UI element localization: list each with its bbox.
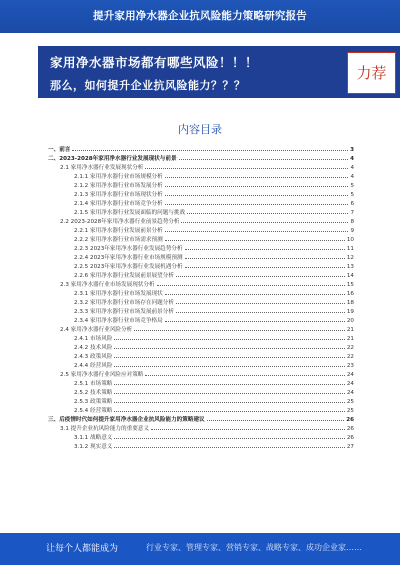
toc-leader-dots	[185, 267, 345, 268]
footer-slogan: 让每个人都能成为	[46, 544, 119, 554]
toc-entry[interactable]	[48, 405, 354, 414]
toc-entry-page: 6	[350, 201, 354, 207]
toc-entry[interactable]	[48, 252, 354, 261]
toc-entry-title: 2.2.1 家用净水器行业发展前景分析	[74, 228, 163, 234]
toc-entry-title: 2.3.3 家用净水器行业市场发展前景分析	[74, 309, 174, 315]
toc-entry-title: 2.1.5 家用净水器行业发展面临的问题与挑战	[74, 210, 186, 216]
toc-leader-dots	[176, 312, 345, 313]
toc-entry-page: 21	[346, 336, 354, 342]
toc-entry[interactable]	[48, 153, 354, 162]
toc-entry-page: 10	[346, 237, 354, 243]
toc-entry-title: 2.5 家用净水器行业风险应对策略	[60, 372, 144, 378]
banner-headline: 家用净水器市场都有哪些风险！！！	[50, 55, 259, 70]
toc-title: 内容目录	[178, 123, 222, 136]
toc-entry-title: 2.4.4 经营风险	[74, 363, 113, 369]
toc-entry-title: 2.4 家用净水器行业风险分析	[60, 327, 133, 333]
toc-leader-dots	[185, 249, 345, 250]
toc-entry[interactable]	[48, 423, 354, 432]
toc-leader-dots	[114, 384, 344, 385]
toc-entry-page: 14	[346, 273, 354, 279]
toc-entry-page: 24	[346, 372, 354, 378]
toc-entry-page: 4	[350, 156, 354, 162]
toc-entry[interactable]	[48, 171, 354, 180]
toc-entry-title: 2.1.1 家用净水器行业市场规模分析	[74, 174, 163, 180]
toc-entry-title: 三、后疫情时代如何提升家用净水器企业抗风险能力的策略建议	[48, 417, 205, 423]
toc-entry-title: 2.3.4 家用净水器行业市场竞争格局	[74, 318, 163, 324]
toc-entry-title: 3.1 提升企业抗风险能力的重要意义	[60, 426, 149, 432]
toc-leader-dots	[165, 294, 345, 295]
toc-entry[interactable]	[48, 324, 354, 333]
footer-bar	[0, 533, 400, 565]
toc-leader-dots	[207, 420, 345, 421]
toc-entry-title: 2.2.2 家用净水器行业市场需求预测	[74, 237, 163, 243]
toc-entry-page: 21	[346, 327, 354, 333]
toc-entry[interactable]	[48, 414, 354, 423]
toc-leader-dots	[134, 330, 345, 331]
promo-banner	[38, 46, 400, 98]
toc-entry-title: 2.1.2 家用净水器行业市场发展分析	[74, 183, 163, 189]
toc-entry-page: 7	[350, 210, 354, 216]
toc-entry-title: 2.2.6 家用净水器行业发展前景展望分析	[74, 273, 174, 279]
toc-entry[interactable]	[48, 441, 354, 450]
toc-entry-page: 5	[350, 183, 354, 189]
toc-leader-dots	[165, 177, 349, 178]
toc-leader-dots	[165, 231, 349, 232]
toc-entry[interactable]	[48, 198, 354, 207]
toc-entry[interactable]	[48, 369, 354, 378]
toc-entry-title: 2.5.4 经营策略	[74, 408, 113, 414]
toc-entry[interactable]	[48, 306, 354, 315]
toc-leader-dots	[145, 168, 348, 169]
toc-entry[interactable]	[48, 297, 354, 306]
toc-entry[interactable]	[48, 243, 354, 252]
footer-roles: 行业专家、管理专家、营销专家、战略专家、成功企业家……	[146, 543, 362, 552]
toc-entry[interactable]	[48, 270, 354, 279]
toc-leader-dots	[157, 285, 345, 286]
toc-entry-title: 2.5.2 技术策略	[74, 390, 113, 396]
toc-entry-page: 25	[346, 408, 354, 414]
toc-entry-page: 12	[346, 255, 354, 261]
toc-entry-page: 18	[346, 300, 354, 306]
toc-entry-title: 2.2.4 2023年家用净水器行业市场规模预测	[74, 255, 183, 261]
toc-entry-title: 一、前言	[48, 147, 71, 153]
toc-entry-page: 8	[350, 219, 354, 225]
toc-entry-title: 2.2 2023-2028年家用净水器行业前景趋势分析	[60, 219, 180, 225]
toc-entry-page: 24	[346, 390, 354, 396]
toc-entry-page: 5	[350, 192, 354, 198]
toc-entry-page: 24	[346, 381, 354, 387]
toc-entry[interactable]	[48, 261, 354, 270]
toc-entry[interactable]	[48, 351, 354, 360]
toc-leader-dots	[114, 357, 344, 358]
toc-entry-title: 2.3.2 家用净水器行业市场存在问题分析	[74, 300, 174, 306]
toc-entry-page: 19	[346, 309, 354, 315]
toc-entry-page: 23	[346, 363, 354, 369]
toc-entry-title: 3.1.2 现实意义	[74, 444, 113, 450]
toc-leader-dots	[114, 411, 344, 412]
toc-entry-page: 26	[346, 426, 354, 432]
toc-entry-page: 9	[350, 228, 354, 234]
toc-leader-dots	[187, 213, 348, 214]
toc-entry[interactable]	[48, 225, 354, 234]
toc-entry-title: 2.1.3 家用净水器行业市场现状分析	[74, 192, 163, 198]
toc-entry-title: 二、2023-2028年家用净水器行业发展现状与前景	[48, 156, 177, 162]
toc-leader-dots	[165, 204, 349, 205]
toc-leader-dots	[165, 321, 345, 322]
toc-leader-dots	[165, 186, 349, 187]
toc-entry-title: 2.5.3 政策策略	[74, 399, 113, 405]
toc-entry-title: 2.3.1 家用净水器行业市场发展现状	[74, 291, 163, 297]
toc-leader-dots	[114, 366, 344, 367]
toc-entry-page: 22	[346, 354, 354, 360]
banner-subline: 那么，如何提升企业抗风险能力？？？	[50, 79, 246, 92]
toc-leader-dots	[114, 402, 344, 403]
toc-entry-title: 2.4.2 技术风险	[74, 345, 113, 351]
toc-entry[interactable]	[48, 144, 354, 153]
toc-entry-title: 3.1.1 战略意义	[74, 435, 113, 441]
toc-entry-title: 2.1 家用净水器行业发展现状分析	[60, 165, 144, 171]
toc-leader-dots	[114, 438, 344, 439]
toc-entry-title: 2.2.3 2023年家用净水器行业发展趋势分析	[74, 246, 183, 252]
toc-entry-title: 2.2.5 2023年家用净水器行业发展机遇分析	[74, 264, 183, 270]
toc-leader-dots	[72, 150, 348, 151]
toc-leader-dots	[176, 303, 345, 304]
toc-entry[interactable]	[48, 207, 354, 216]
stamp-text: 力荐	[356, 64, 387, 82]
toc-entry-title: 2.4.1 市场风险	[74, 336, 113, 342]
toc-entry[interactable]	[48, 234, 354, 243]
toc-leader-dots	[165, 240, 345, 241]
toc-entry-page: 26	[346, 435, 354, 441]
toc-leader-dots	[165, 195, 349, 196]
toc-entry-title: 2.1.4 家用净水器行业市场竞争分析	[74, 201, 163, 207]
toc-leader-dots	[114, 348, 344, 349]
toc-entry[interactable]	[48, 189, 354, 198]
toc-entry[interactable]	[48, 360, 354, 369]
toc-leader-dots	[114, 339, 344, 340]
toc-leader-dots	[145, 375, 344, 376]
toc-leader-dots	[181, 222, 348, 223]
toc-entry-page: 20	[346, 318, 354, 324]
toc-entry-page: 26	[346, 417, 354, 423]
toc-leader-dots	[179, 159, 349, 160]
toc-entry-page: 27	[346, 444, 354, 450]
toc-leader-dots	[114, 447, 344, 448]
toc-entry[interactable]	[48, 279, 354, 288]
toc-entry-page: 4	[350, 174, 354, 180]
toc-entry[interactable]	[48, 216, 354, 225]
toc-entry[interactable]	[48, 396, 354, 405]
toc-entry[interactable]	[48, 333, 354, 342]
toc-entry[interactable]	[48, 315, 354, 324]
toc-entry-page: 22	[346, 345, 354, 351]
toc-entry[interactable]	[48, 378, 354, 387]
toc-entry-title: 2.5.1 市场策略	[74, 381, 113, 387]
toc-entry-title: 2.3 家用净水器行业市场发展现状分析	[60, 282, 155, 288]
table-of-contents	[48, 144, 354, 450]
toc-entry[interactable]	[48, 342, 354, 351]
toc-entry-page: 4	[350, 165, 354, 171]
report-header-bar	[0, 0, 400, 33]
report-title: 提升家用净水器企业抗风险能力策略研究报告	[93, 10, 307, 22]
toc-entry-page: 15	[346, 282, 354, 288]
toc-entry-page: 11	[346, 246, 354, 252]
toc-entry[interactable]	[48, 432, 354, 441]
toc-leader-dots	[151, 429, 345, 430]
toc-entry-page: 16	[346, 291, 354, 297]
toc-entry-page: 25	[346, 399, 354, 405]
toc-leader-dots	[176, 276, 345, 277]
toc-entry[interactable]	[48, 162, 354, 171]
toc-entry[interactable]	[48, 288, 354, 297]
recommend-stamp	[347, 52, 396, 94]
toc-entry-page: 13	[346, 264, 354, 270]
toc-leader-dots	[114, 393, 344, 394]
toc-entry-title: 2.4.3 政策风险	[74, 354, 113, 360]
toc-entry[interactable]	[48, 180, 354, 189]
toc-leader-dots	[185, 258, 345, 259]
toc-entry-page: 3	[350, 147, 354, 153]
toc-entry[interactable]	[48, 387, 354, 396]
